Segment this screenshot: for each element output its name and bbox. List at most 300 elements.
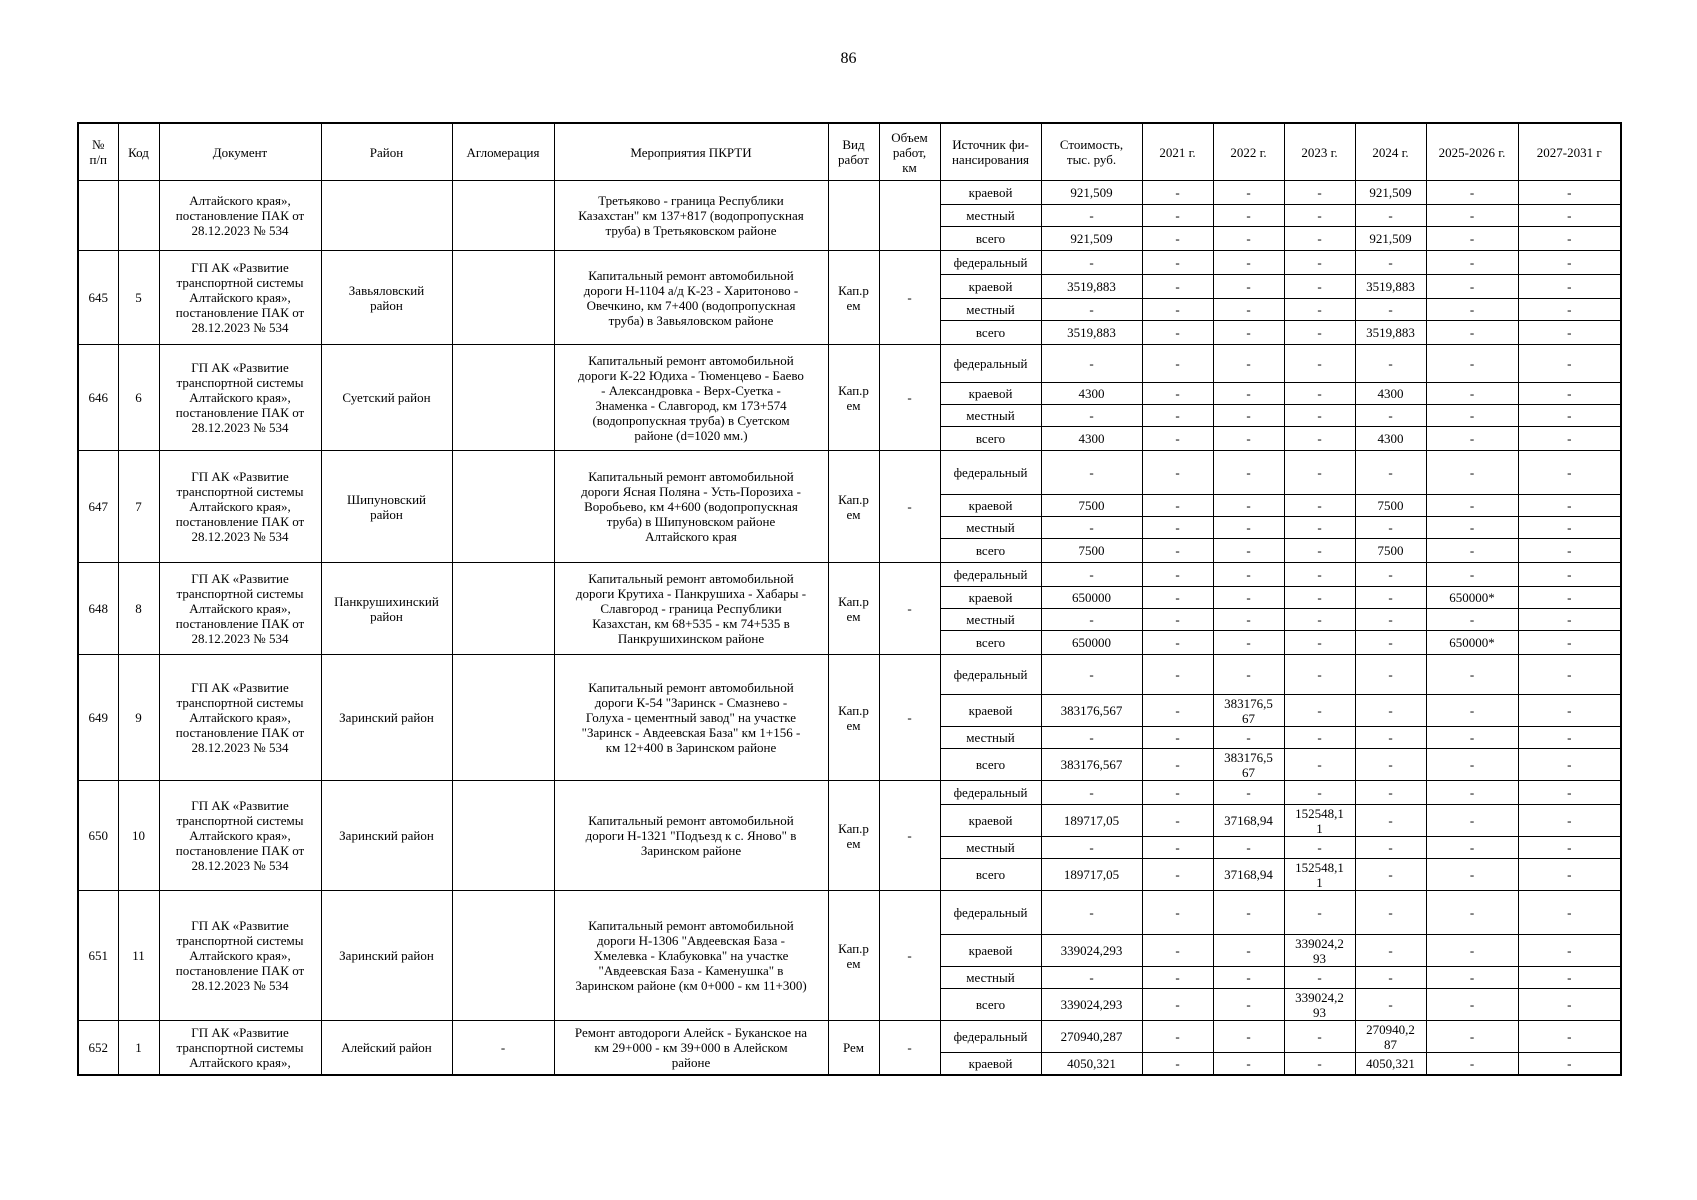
row-activity: Ремонт автодороги Алейск - Буканское на км 29+000 - км 39+000 в Алейском районе — [554, 1021, 828, 1075]
funding-source: всего — [940, 321, 1041, 345]
cost-value: - — [1041, 299, 1142, 321]
year-2024-value: 7500 — [1355, 495, 1426, 517]
year-2022-value: - — [1213, 299, 1284, 321]
year-2024-value: 4300 — [1355, 427, 1426, 451]
year-2023-value: - — [1284, 451, 1355, 495]
row-number: 652 — [78, 1021, 118, 1075]
year-2027-2031-value: - — [1518, 299, 1621, 321]
row-number: 645 — [78, 251, 118, 345]
year-2027-2031-value: - — [1518, 935, 1621, 967]
row-work-type: Кап.р ем — [828, 563, 879, 655]
row-agglomeration — [452, 251, 554, 345]
year-2023-value: - — [1284, 251, 1355, 275]
row-work-type: Рем — [828, 1021, 879, 1075]
row-document: ГП АК «Развитие транспортной системы Алтайского края», постановление ПАК от 28.12.2023 № 534 — [159, 451, 321, 563]
year-2021-value: - — [1142, 587, 1213, 609]
year-2027-2031-value: - — [1518, 539, 1621, 563]
year-2021-value: - — [1142, 345, 1213, 383]
year-2021-value: - — [1142, 383, 1213, 405]
year-2027-2031-value: - — [1518, 727, 1621, 749]
year-2025-2026-value: - — [1426, 227, 1518, 251]
year-2024-value: - — [1355, 451, 1426, 495]
year-2025-2026-value: - — [1426, 749, 1518, 781]
year-2027-2031-value: - — [1518, 609, 1621, 631]
year-2024-value: - — [1355, 837, 1426, 859]
year-2027-2031-value: - — [1518, 427, 1621, 451]
year-2022-value: 383176,5 67 — [1213, 749, 1284, 781]
year-2021-value: - — [1142, 967, 1213, 989]
year-2023-value: - — [1284, 1021, 1355, 1053]
row-agglomeration — [452, 451, 554, 563]
year-2025-2026-value: - — [1426, 495, 1518, 517]
funding-source: краевой — [940, 275, 1041, 299]
table-row — [78, 781, 1621, 805]
year-2022-value: - — [1213, 655, 1284, 695]
row-district: Алейский район — [321, 1021, 452, 1075]
year-2025-2026-value: - — [1426, 405, 1518, 427]
cost-value: 3519,883 — [1041, 275, 1142, 299]
year-2023-value: - — [1284, 299, 1355, 321]
year-2022-value: - — [1213, 989, 1284, 1021]
funding-source: местный — [940, 205, 1041, 227]
year-2024-value: - — [1355, 587, 1426, 609]
header-cost: Стоимость, тыс. руб. — [1041, 123, 1142, 181]
year-2022-value: - — [1213, 609, 1284, 631]
year-2021-value: - — [1142, 563, 1213, 587]
year-2021-value: - — [1142, 251, 1213, 275]
year-2027-2031-value: - — [1518, 805, 1621, 837]
row-work-type: Кап.р ем — [828, 451, 879, 563]
year-2024-value: - — [1355, 299, 1426, 321]
row-volume: - — [879, 655, 940, 781]
year-2027-2031-value: - — [1518, 181, 1621, 205]
year-2027-2031-value: - — [1518, 275, 1621, 299]
row-agglomeration: - — [452, 1021, 554, 1075]
year-2024-value: - — [1355, 631, 1426, 655]
year-2021-value: - — [1142, 451, 1213, 495]
header-no: № п/п — [78, 123, 118, 181]
year-2027-2031-value: - — [1518, 451, 1621, 495]
year-2023-value: - — [1284, 275, 1355, 299]
cost-value: - — [1041, 967, 1142, 989]
funding-source: федеральный — [940, 563, 1041, 587]
cost-value: 4050,321 — [1041, 1053, 1142, 1075]
row-volume: - — [879, 1021, 940, 1075]
year-2027-2031-value: - — [1518, 321, 1621, 345]
row-work-type — [828, 181, 879, 251]
year-2021-value: - — [1142, 1021, 1213, 1053]
row-volume: - — [879, 891, 940, 1021]
year-2027-2031-value: - — [1518, 227, 1621, 251]
year-2023-value: - — [1284, 495, 1355, 517]
row-code: 5 — [118, 251, 159, 345]
year-2024-value: - — [1355, 859, 1426, 891]
header-source: Источник фи- нансирования — [940, 123, 1041, 181]
table-row — [78, 181, 1621, 205]
year-2023-value: - — [1284, 967, 1355, 989]
cost-value: - — [1041, 205, 1142, 227]
cost-value: - — [1041, 781, 1142, 805]
year-2025-2026-value: - — [1426, 275, 1518, 299]
year-2022-value: - — [1213, 451, 1284, 495]
year-2022-value: - — [1213, 227, 1284, 251]
year-2024-value: - — [1355, 781, 1426, 805]
row-document: ГП АК «Развитие транспортной системы Алтайского края», постановление ПАК от 28.12.2023 № 534 — [159, 781, 321, 891]
header-2021: 2021 г. — [1142, 123, 1213, 181]
year-2021-value: - — [1142, 275, 1213, 299]
row-volume — [879, 181, 940, 251]
year-2022-value: - — [1213, 405, 1284, 427]
year-2022-value: - — [1213, 251, 1284, 275]
header-document: Документ — [159, 123, 321, 181]
cost-value: 339024,293 — [1041, 989, 1142, 1021]
row-number: 651 — [78, 891, 118, 1021]
cost-value: 7500 — [1041, 495, 1142, 517]
header-2023: 2023 г. — [1284, 123, 1355, 181]
year-2024-value: - — [1355, 405, 1426, 427]
cost-value: 921,509 — [1041, 227, 1142, 251]
row-number: 647 — [78, 451, 118, 563]
year-2025-2026-value: - — [1426, 383, 1518, 405]
page-number: 86 — [840, 50, 857, 67]
year-2027-2031-value: - — [1518, 563, 1621, 587]
funding-source: федеральный — [940, 345, 1041, 383]
year-2025-2026-value: - — [1426, 539, 1518, 563]
year-2025-2026-value: - — [1426, 609, 1518, 631]
row-volume: - — [879, 345, 940, 451]
funding-source: всего — [940, 989, 1041, 1021]
funding-source: местный — [940, 405, 1041, 427]
header-row — [78, 123, 1621, 181]
year-2025-2026-value: - — [1426, 345, 1518, 383]
cost-value: - — [1041, 517, 1142, 539]
funding-source: краевой — [940, 495, 1041, 517]
row-agglomeration — [452, 781, 554, 891]
cost-value: 339024,293 — [1041, 935, 1142, 967]
row-district: Заринский район — [321, 891, 452, 1021]
year-2022-value: - — [1213, 727, 1284, 749]
table-row — [78, 655, 1621, 695]
table-row — [78, 1021, 1621, 1053]
year-2023-value: - — [1284, 891, 1355, 935]
year-2027-2031-value: - — [1518, 989, 1621, 1021]
header-2024: 2024 г. — [1355, 123, 1426, 181]
row-number: 648 — [78, 563, 118, 655]
year-2023-value: - — [1284, 695, 1355, 727]
year-2023-value: 152548,1 1 — [1284, 859, 1355, 891]
cost-value: - — [1041, 345, 1142, 383]
header-2025-2026: 2025-2026 г. — [1426, 123, 1518, 181]
year-2024-value: - — [1355, 727, 1426, 749]
year-2024-value: - — [1355, 805, 1426, 837]
year-2022-value: - — [1213, 427, 1284, 451]
table-row — [78, 451, 1621, 495]
funding-source: местный — [940, 967, 1041, 989]
cost-value: - — [1041, 891, 1142, 935]
year-2021-value: - — [1142, 181, 1213, 205]
row-district: Заринский район — [321, 655, 452, 781]
year-2024-value: 921,509 — [1355, 181, 1426, 205]
row-document: ГП АК «Развитие транспортной системы Алтайского края», постановление ПАК от 28.12.2023 № 534 — [159, 345, 321, 451]
row-volume: - — [879, 563, 940, 655]
year-2024-value: - — [1355, 205, 1426, 227]
funding-source: краевой — [940, 1053, 1041, 1075]
row-document: ГП АК «Развитие транспортной системы Алтайского края», постановление ПАК от 28.12.2023 № 534 — [159, 655, 321, 781]
year-2023-value: - — [1284, 837, 1355, 859]
row-agglomeration — [452, 891, 554, 1021]
year-2021-value: - — [1142, 695, 1213, 727]
row-volume: - — [879, 251, 940, 345]
header-work-type: Вид работ — [828, 123, 879, 181]
year-2022-value: 383176,5 67 — [1213, 695, 1284, 727]
year-2023-value: - — [1284, 205, 1355, 227]
year-2022-value: - — [1213, 517, 1284, 539]
funding-source: местный — [940, 837, 1041, 859]
row-number: 650 — [78, 781, 118, 891]
year-2023-value: - — [1284, 631, 1355, 655]
year-2025-2026-value: - — [1426, 655, 1518, 695]
year-2025-2026-value: 650000* — [1426, 587, 1518, 609]
row-code: 7 — [118, 451, 159, 563]
funding-source: федеральный — [940, 655, 1041, 695]
year-2023-value: - — [1284, 587, 1355, 609]
year-2023-value: 152548,1 1 — [1284, 805, 1355, 837]
year-2027-2031-value: - — [1518, 345, 1621, 383]
year-2022-value: - — [1213, 205, 1284, 227]
year-2022-value: - — [1213, 967, 1284, 989]
row-code: 9 — [118, 655, 159, 781]
year-2022-value: - — [1213, 837, 1284, 859]
year-2027-2031-value: - — [1518, 495, 1621, 517]
cost-value: - — [1041, 251, 1142, 275]
year-2024-value: - — [1355, 891, 1426, 935]
cost-value: 3519,883 — [1041, 321, 1142, 345]
year-2024-value: - — [1355, 989, 1426, 1021]
row-code: 6 — [118, 345, 159, 451]
road-works-table — [77, 122, 1622, 1076]
year-2022-value: 37168,94 — [1213, 805, 1284, 837]
year-2024-value: 270940,2 87 — [1355, 1021, 1426, 1053]
year-2025-2026-value: - — [1426, 781, 1518, 805]
table-row — [78, 251, 1621, 275]
year-2027-2031-value: - — [1518, 695, 1621, 727]
year-2021-value: - — [1142, 299, 1213, 321]
year-2024-value: - — [1355, 695, 1426, 727]
year-2021-value: - — [1142, 205, 1213, 227]
year-2027-2031-value: - — [1518, 517, 1621, 539]
year-2025-2026-value: - — [1426, 805, 1518, 837]
year-2024-value: 4300 — [1355, 383, 1426, 405]
year-2023-value: - — [1284, 405, 1355, 427]
year-2023-value: - — [1284, 727, 1355, 749]
year-2025-2026-value: 650000* — [1426, 631, 1518, 655]
year-2022-value: - — [1213, 631, 1284, 655]
header-2027-2031: 2027-2031 г — [1518, 123, 1621, 181]
cost-value: 650000 — [1041, 587, 1142, 609]
funding-source: федеральный — [940, 1021, 1041, 1053]
year-2021-value: - — [1142, 891, 1213, 935]
row-district: Завьяловский район — [321, 251, 452, 345]
cost-value: 4300 — [1041, 427, 1142, 451]
row-code: 10 — [118, 781, 159, 891]
row-work-type: Кап.р ем — [828, 251, 879, 345]
cost-value: - — [1041, 609, 1142, 631]
row-work-type: Кап.р ем — [828, 655, 879, 781]
year-2027-2031-value: - — [1518, 1053, 1621, 1075]
cost-value: - — [1041, 563, 1142, 587]
row-activity: Капитальный ремонт автомобильной дороги К-54 "Заринск - Смазнево - Голуха - цементный завод" на участке "Заринск - Авдеевская База" км 1+156 - км 12+400 в Заринском районе — [554, 655, 828, 781]
cost-value: 383176,567 — [1041, 749, 1142, 781]
cost-value: 383176,567 — [1041, 695, 1142, 727]
row-district: Суетский район — [321, 345, 452, 451]
year-2021-value: - — [1142, 321, 1213, 345]
row-code: 1 — [118, 1021, 159, 1075]
year-2027-2031-value: - — [1518, 251, 1621, 275]
funding-source: федеральный — [940, 251, 1041, 275]
year-2021-value: - — [1142, 727, 1213, 749]
year-2023-value: 339024,2 93 — [1284, 989, 1355, 1021]
year-2027-2031-value: - — [1518, 655, 1621, 695]
funding-source: всего — [940, 539, 1041, 563]
row-code — [118, 181, 159, 251]
year-2027-2031-value: - — [1518, 587, 1621, 609]
year-2021-value: - — [1142, 539, 1213, 563]
year-2022-value: - — [1213, 563, 1284, 587]
year-2023-value: - — [1284, 563, 1355, 587]
funding-source: федеральный — [940, 451, 1041, 495]
funding-source: краевой — [940, 181, 1041, 205]
year-2024-value: - — [1355, 345, 1426, 383]
table-header — [78, 123, 1621, 181]
year-2021-value: - — [1142, 805, 1213, 837]
year-2024-value: - — [1355, 935, 1426, 967]
year-2025-2026-value: - — [1426, 935, 1518, 967]
cost-value: - — [1041, 405, 1142, 427]
year-2025-2026-value: - — [1426, 517, 1518, 539]
year-2025-2026-value: - — [1426, 989, 1518, 1021]
funding-source: всего — [940, 859, 1041, 891]
year-2022-value: - — [1213, 321, 1284, 345]
year-2025-2026-value: - — [1426, 451, 1518, 495]
year-2027-2031-value: - — [1518, 859, 1621, 891]
cost-value: 7500 — [1041, 539, 1142, 563]
funding-source: федеральный — [940, 781, 1041, 805]
cost-value: 650000 — [1041, 631, 1142, 655]
year-2023-value: - — [1284, 1053, 1355, 1075]
cost-value: 4300 — [1041, 383, 1142, 405]
year-2024-value: - — [1355, 563, 1426, 587]
header-2022: 2022 г. — [1213, 123, 1284, 181]
year-2022-value: - — [1213, 1053, 1284, 1075]
year-2022-value: - — [1213, 383, 1284, 405]
year-2021-value: - — [1142, 609, 1213, 631]
row-activity: Третьяково - граница Республики Казахстан" км 137+817 (водопропускная труба) в Третьяковском районе — [554, 181, 828, 251]
row-document: ГП АК «Развитие транспортной системы Алтайского края», постановление ПАК от 28.12.2023 № 534 — [159, 563, 321, 655]
row-district: Заринский район — [321, 781, 452, 891]
year-2025-2026-value: - — [1426, 967, 1518, 989]
year-2027-2031-value: - — [1518, 837, 1621, 859]
year-2025-2026-value: - — [1426, 1021, 1518, 1053]
year-2025-2026-value: - — [1426, 563, 1518, 587]
year-2023-value: - — [1284, 427, 1355, 451]
year-2021-value: - — [1142, 749, 1213, 781]
funding-source: всего — [940, 749, 1041, 781]
row-activity: Капитальный ремонт автомобильной дороги Н-1321 "Подъезд к с. Яново" в Заринском районе — [554, 781, 828, 891]
row-volume: - — [879, 781, 940, 891]
row-activity: Капитальный ремонт автомобильной дороги Крутиха - Панкрушиха - Хабары - Славгород - граница Республики Казахстан, км 68+535 - км 74+535 в Панкрушихинском районе — [554, 563, 828, 655]
year-2021-value: - — [1142, 859, 1213, 891]
year-2023-value: - — [1284, 655, 1355, 695]
row-district: Панкрушихинский район — [321, 563, 452, 655]
row-agglomeration — [452, 181, 554, 251]
row-agglomeration — [452, 655, 554, 781]
year-2021-value: - — [1142, 517, 1213, 539]
row-document: Алтайского края», постановление ПАК от 28.12.2023 № 534 — [159, 181, 321, 251]
year-2027-2031-value: - — [1518, 967, 1621, 989]
cost-value: 189717,05 — [1041, 859, 1142, 891]
row-work-type: Кап.р ем — [828, 781, 879, 891]
header-agglomeration: Агломерация — [452, 123, 554, 181]
year-2022-value: - — [1213, 275, 1284, 299]
year-2022-value: - — [1213, 539, 1284, 563]
year-2027-2031-value: - — [1518, 405, 1621, 427]
year-2023-value: - — [1284, 609, 1355, 631]
row-agglomeration — [452, 345, 554, 451]
row-document: ГП АК «Развитие транспортной системы Алтайского края», постановление ПАК от 28.12.2023 № 534 — [159, 251, 321, 345]
row-document: ГП АК «Развитие транспортной системы Алтайского края», — [159, 1021, 321, 1075]
year-2027-2031-value: - — [1518, 1021, 1621, 1053]
cost-value: - — [1041, 727, 1142, 749]
row-activity: Капитальный ремонт автомобильной дороги Н-1306 "Авдеевская База - Хмелевка - Клабуковка" на участке "Авдеевская База - Каменушка" в Заринском районе (км 0+000 - км 11+300) — [554, 891, 828, 1021]
year-2025-2026-value: - — [1426, 181, 1518, 205]
year-2027-2031-value: - — [1518, 781, 1621, 805]
cost-value: 270940,287 — [1041, 1021, 1142, 1053]
year-2024-value: - — [1355, 251, 1426, 275]
year-2022-value: - — [1213, 935, 1284, 967]
year-2027-2031-value: - — [1518, 205, 1621, 227]
year-2025-2026-value: - — [1426, 251, 1518, 275]
funding-source: федеральный — [940, 891, 1041, 935]
year-2023-value: - — [1284, 517, 1355, 539]
year-2021-value: - — [1142, 1053, 1213, 1075]
table-row — [78, 563, 1621, 587]
year-2021-value: - — [1142, 427, 1213, 451]
row-district — [321, 181, 452, 251]
row-number: 649 — [78, 655, 118, 781]
funding-source: краевой — [940, 587, 1041, 609]
year-2027-2031-value: - — [1518, 631, 1621, 655]
row-agglomeration — [452, 563, 554, 655]
year-2024-value: 3519,883 — [1355, 275, 1426, 299]
header-district: Район — [321, 123, 452, 181]
year-2025-2026-value: - — [1426, 837, 1518, 859]
year-2021-value: - — [1142, 837, 1213, 859]
year-2021-value: - — [1142, 495, 1213, 517]
funding-source: краевой — [940, 805, 1041, 837]
year-2027-2031-value: - — [1518, 891, 1621, 935]
funding-source: краевой — [940, 383, 1041, 405]
year-2022-value: - — [1213, 181, 1284, 205]
cost-value: - — [1041, 451, 1142, 495]
year-2024-value: - — [1355, 517, 1426, 539]
year-2025-2026-value: - — [1426, 321, 1518, 345]
year-2021-value: - — [1142, 631, 1213, 655]
row-activity: Капитальный ремонт автомобильной дороги Н-1104 а/д К-23 - Харитоново - Овечкино, км 7+400 (водопропускная труба) в Завьяловском районе — [554, 251, 828, 345]
year-2024-value: 4050,321 — [1355, 1053, 1426, 1075]
table-row — [78, 345, 1621, 383]
funding-source: местный — [940, 609, 1041, 631]
funding-source: всего — [940, 227, 1041, 251]
